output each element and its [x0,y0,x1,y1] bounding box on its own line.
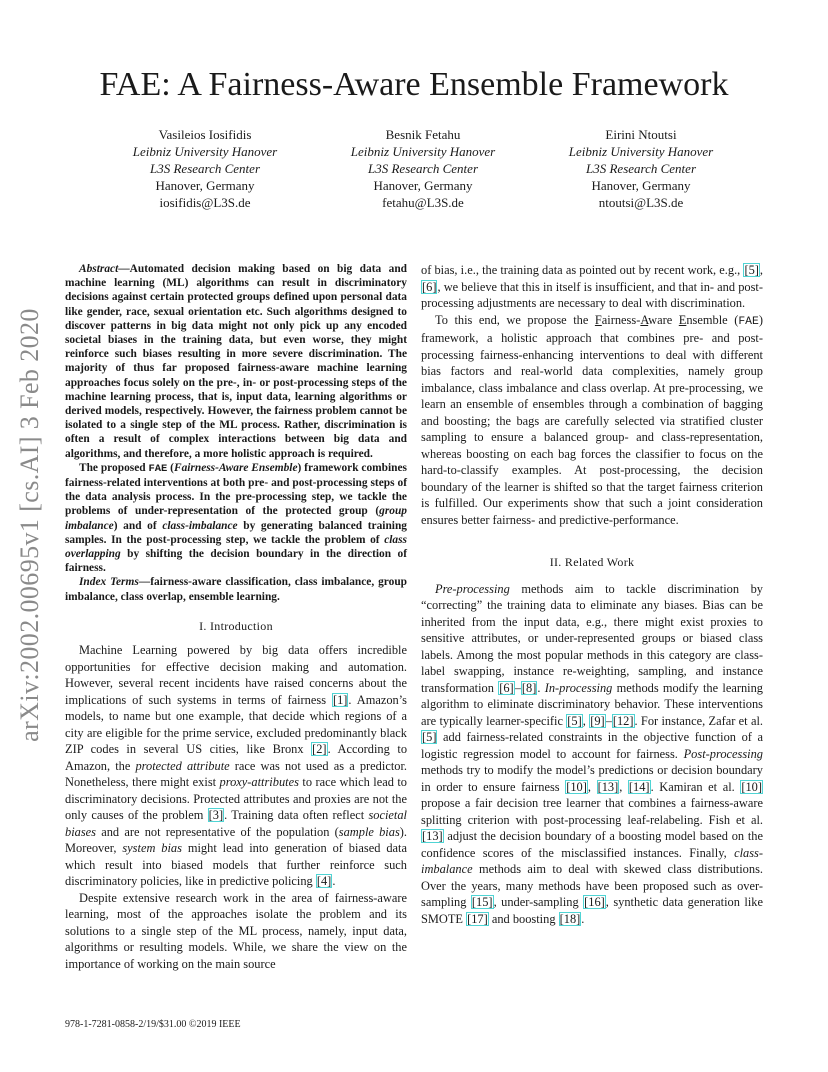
author-lab: L3S Research Center [368,161,478,176]
citation-link[interactable]: [9] [590,713,605,728]
abstract [65,262,407,604]
arxiv-identifier: arXiv:2002.00695v1 [cs.AI] 3 Feb 2020 [15,308,45,742]
copyright-footer: 978-1-7281-0858-2/19/$31.00 ©2019 IEEE [65,1019,241,1030]
citation-link[interactable]: [16] [584,895,605,909]
citation-link[interactable]: [17] [467,911,488,926]
intro-paragraph-1: Machine Learning powered by big data offers incredible opportunities for effective decision making and automation. However, several recent incidents have raised concerns about the implications of such systems in terms of fairness [1]. Amazon’s models, to name but one example, that decide which regions of a city are eligible for the prime service, excluded predominantly black ZIP codes in several US cities, like Bronx [2]. According to Amazon, the protected attribute race was not used as a predictor. Nonetheless, there might exist proxy-attributes to race which lead to discriminatory decisions. Protected attributes and proxies are not the only causes of the problem [3]. Training data often reflect societal biases and are not representative of the population (sample bias). Moreover, system bias might lead into generation of biased data which result into biased models that further reinforce such discriminatory policies, like in predictive policing [4]. [65,643,408,889]
author-location: Hanover, Germany [155,178,255,193]
citation-link[interactable]: [5] [744,263,759,277]
author-1 [100,126,310,211]
author-3 [536,126,746,211]
related-work-paragraph: Pre-processing methods aim to tackle discrimination by “correcting” the training data to eliminate any biases. Bias can be inherited from the input data, e.g., there might exist proxies to sensitive attributes, or under-represented groups or biased class labels. Among the most popular methods in this category are class-label swapping, instance re-weighting, sampling, and instance transformation [6]–[8]. In-processing methods modify the learning algorithm to eliminate discriminatory behavior. These interventions are typically learner-specific [5], [9]–[12]. For instance, Zafar et al. [5] add fairness-related constraints in the objective function of a logistic regression model to account for fairness. Post-processing methods try to modify the model’s predictions or decision boundary in order to ensure fairness [10], [13], [14]. Kamiran et al. [10] propose a fair decision tree learner that combines a fairness-aware splitting criterion with post-processing leaf-relabeling. Fish et al. [13] adjust the decision boundary of a boosting model based on the confidence scores of the misclassified instances. Finally, class-imbalance methods aim to deal with skewed class distributions. Over the years, many methods have been proposed such as over-sampling [15], under-sampling [16], synthetic data generation like SMOTE [17] and boosting [18]. [421,581,763,926]
author-affiliation: Leibniz University Hanover [568,144,714,159]
citation-link[interactable]: [5] [422,730,437,744]
author-2 [318,126,528,211]
author-email[interactable]: fetahu@L3S.de [382,195,464,210]
author-lab: L3S Research Center [150,161,260,176]
paper-title: FAE: A Fairness-Aware Ensemble Framework [99,66,729,103]
author-location: Hanover, Germany [373,178,473,193]
intro-paragraph-2: Despite extensive research work in the area of fairness-aware learning, most of the approaches isolate the problem and its solutions to a single step of the ML process, namely, input data, algorithms or resulting models. While, we share the view on the importance of working on the main source [65,890,407,971]
citation-link[interactable]: [3] [208,808,224,823]
abstract-paragraph-2: The proposed FAE (Fairness-Aware Ensemble) framework combines fairness-related interventions at both pre- and post-processing steps of the data analysis process. In the pre-processing step, we tackle the problems of under-representation of the protected group (group imbalance) and of class-imbalance by generating balanced training samples. In the post-processing step, we tackle the problem of class overlapping by shifting the decision boundary in the direction of fairness. [65,461,407,575]
author-block [100,126,746,211]
author-name: Vasileios Iosifidis [158,127,252,142]
index-terms: Index Terms—fairness-aware classification, class imbalance, group imbalance, class overlap, ensemble learning. [65,576,407,603]
author-name: Eirini Ntoutsi [605,127,677,142]
citation-link[interactable]: [6] [499,680,514,695]
author-location: Hanover, Germany [591,178,691,193]
section-heading-introduction: I. Introduction [199,618,273,633]
author-email[interactable]: ntoutsi@L3S.de [598,195,684,210]
citation-link[interactable]: [8] [521,680,537,695]
citation-link[interactable]: [13] [597,779,619,794]
citation-link[interactable]: [10] [741,779,762,794]
citation-link[interactable]: [13] [422,829,443,843]
author-email[interactable]: iosifidis@L3S.de [159,195,251,210]
intro-paragraph-3: of bias, i.e., the training data as pointed out by recent work, e.g., [5], [6], we believe that this in itself is insufficient, and that in- and post-processing adjustments are necessary to deal with discrimination. [421,263,763,310]
citation-link[interactable]: [15] [471,895,493,909]
citation-link[interactable]: [4] [316,874,332,889]
right-column [421,262,763,927]
author-lab: L3S Research Center [586,161,696,176]
author-affiliation: Leibniz University Hanover [350,144,496,159]
left-column [65,262,407,972]
citation-link[interactable]: [5] [567,713,582,728]
citation-link[interactable]: [10] [566,779,587,794]
author-name: Besnik Fetahu [385,127,461,142]
citation-link[interactable]: [2] [312,742,327,757]
intro-paragraph-4: To this end, we propose the Fairness-Aware Ensemble (FAE) framework, a holistic approach that combines pre- and post-processing fairness-enhancing interventions to deal with different bias factors and real-world data complexities, namely group imbalance, class imbalance and class overlap. At pre-processing, we learn an ensemble of ensembles through a combination of bagging and boosting; the bags are carefully selected via stratified cluster sampling to ensure a balanced group- and class-representation, whereas boosting on each bag forces the classifier to focus on the hard-to-classify examples. At post-processing, the decision boundary of the learner is shifted so that the target fairness criterion is fulfilled. Our experiments show that such a joint consideration ensures better fairness- and predictive-performance. [421,312,763,527]
citation-link[interactable]: [14] [628,779,650,794]
citation-link[interactable]: [6] [422,279,437,294]
citation-link[interactable]: [18] [559,911,581,926]
section-heading-related-work: II. Related Work [549,555,635,569]
citation-link[interactable]: [1] [332,692,348,707]
abstract-paragraph-1: Abstract—Automated decision making based on big data and machine learning (ML) algorithms can result in discriminatory decisions against certain protected groups defined upon personal data like gender, race, sexual orientation etc. Such algorithms designed to discover patterns in big data might not only pick up any encoded societal biases in the training data, but even worse, they might reinforce such biases resulting in more severe discrimination. The majority of thus far proposed fairness-aware machine learning approaches focus solely on the pre-, in- or post-processing steps of the machine learning process, that is, input data, learning algorithms or derived models, respectively. However, the fairness problem cannot be isolated to a single step of the ML process. Rather, discrimination is often a result of complex interactions between big data and algorithms, and therefore, a more holistic approach is required. [65,263,407,460]
author-affiliation: Leibniz University Hanover [132,144,278,159]
citation-link[interactable]: [12] [612,713,634,728]
